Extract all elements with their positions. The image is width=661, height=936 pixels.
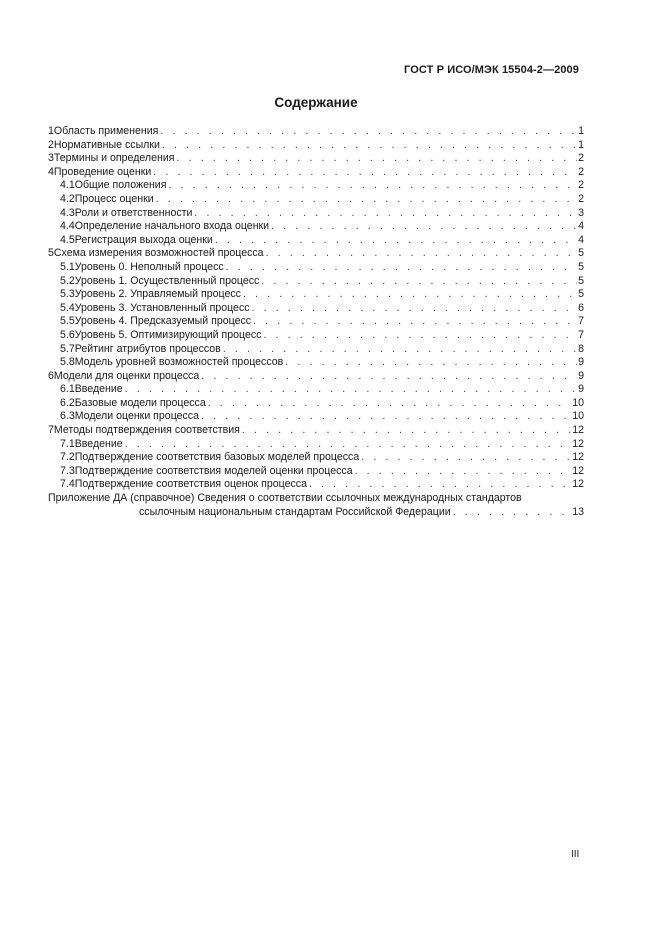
dot-leader (263, 329, 577, 343)
toc-entry[interactable] (48, 152, 584, 166)
page-number: III (571, 849, 580, 860)
toc-entry-number: 7.1 (60, 437, 75, 450)
appendix-title: Приложение ДА (справочное) Сведения о соответствии ссылочных международных стандартов (48, 492, 522, 505)
toc-entry-label: Уровень 0. Неполный процесс (74, 260, 224, 273)
toc-entry[interactable] (48, 275, 584, 289)
toc-entry-label: Введение (74, 383, 123, 396)
toc-entry-page: 12 (572, 437, 584, 450)
toc-entry-number: 7 (48, 424, 54, 437)
toc-entry-page: 9 (578, 369, 584, 382)
toc-entry-number: 4.1 (60, 179, 75, 192)
toc-entry-page: 2 (578, 152, 584, 165)
toc-entry[interactable] (48, 370, 584, 384)
document-id: ГОСТ Р ИСО/МЭК 15504-2—2009 (404, 64, 579, 76)
dot-leader (271, 220, 577, 234)
dot-leader (125, 438, 572, 452)
toc-entry[interactable] (48, 478, 584, 492)
toc-entry-page: 2 (578, 192, 584, 205)
dot-leader (253, 315, 577, 329)
toc-entry[interactable] (48, 302, 584, 316)
appendix-line2-label: ссылочным национальным стандартам Российской Федерации (139, 505, 451, 518)
dot-leader (243, 288, 577, 302)
toc-entry-label: Уровень 4. Предсказуемый процесс (74, 315, 252, 328)
toc-entry[interactable] (48, 329, 584, 343)
dot-leader (125, 383, 577, 397)
dot-leader (226, 261, 577, 275)
toc-entry-label: Общие положения (74, 179, 167, 192)
toc-entry-page: 10 (572, 410, 584, 423)
toc-entry-label: Регистрация выхода оценки (74, 233, 213, 246)
toc-entry-number: 4.3 (60, 206, 75, 219)
toc-entry-number: 6.2 (60, 396, 75, 409)
toc-entry[interactable] (48, 234, 584, 248)
toc-entry-number: 7.4 (60, 478, 75, 491)
toc-entry-number: 5.5 (60, 315, 75, 328)
toc-entry-label: Уровень 2. Управляемый процесс (74, 288, 241, 301)
dot-leader (361, 451, 571, 465)
toc-entry-number: 4.4 (60, 220, 75, 233)
toc-entry[interactable] (48, 424, 584, 438)
toc-entry-page: 12 (572, 464, 584, 477)
toc-entry-number: 5.1 (60, 260, 75, 273)
dot-leader (223, 343, 577, 357)
toc-entry-number: 6 (48, 369, 54, 382)
toc-entry-number: 2 (48, 138, 54, 151)
toc-entry-label: Рейтинг атрибутов процессов (74, 342, 221, 355)
toc-entry-number: 5.4 (60, 301, 75, 314)
toc-entry-label: Роли и ответственности (74, 206, 193, 219)
toc-entry[interactable] (48, 451, 584, 465)
toc-entry[interactable] (48, 343, 584, 357)
toc-entry-number: 5.7 (60, 342, 75, 355)
toc-entry-number: 4.2 (60, 192, 75, 205)
toc-entry-label: Схема измерения возможностей процесса (53, 247, 264, 260)
toc-entry[interactable] (48, 166, 584, 180)
dot-leader (177, 152, 577, 166)
toc-entry-number: 4 (48, 165, 54, 178)
toc-entry[interactable] (48, 220, 584, 234)
toc-entry-page: 4 (578, 220, 584, 233)
toc-entry-number: 6.1 (60, 383, 75, 396)
toc-entry-page: 10 (572, 396, 584, 409)
toc-entry-page: 5 (578, 247, 584, 260)
dot-leader (355, 465, 572, 479)
toc-entry-number: 4.5 (60, 233, 75, 246)
toc-entry-page: 4 (578, 233, 584, 246)
toc-entry[interactable] (48, 193, 584, 207)
toc-entry-number: 3 (48, 152, 54, 165)
toc-entry[interactable] (48, 139, 584, 153)
dot-leader (309, 478, 571, 492)
toc-entry-label: Подтверждение соответствия моделей оценки процесса (74, 464, 353, 477)
toc-entry[interactable] (48, 247, 584, 261)
toc-entry-page: 2 (578, 179, 584, 192)
toc-entry-page: 1 (578, 125, 584, 137)
dot-leader (261, 275, 577, 289)
toc-appendix-entry[interactable] (48, 492, 584, 519)
toc-title: Содержание (274, 95, 358, 110)
toc-entry-number: 5.6 (60, 328, 75, 341)
dot-leader (162, 139, 577, 153)
toc-entry-page: 8 (578, 342, 584, 355)
toc-entry[interactable] (48, 438, 584, 452)
toc-entry-number: 7.3 (60, 464, 75, 477)
toc-entry-label: Методы подтверждения соответствия (53, 424, 240, 437)
toc-entry-label: Подтверждение соответствия базовых моделей процесса (74, 451, 360, 464)
toc-entry-page: 5 (578, 274, 584, 287)
toc-entry-page: 12 (572, 451, 584, 464)
toc-entry-page: 7 (578, 328, 584, 341)
toc-entry-number: 5.3 (60, 288, 75, 301)
toc-entry-page: 9 (578, 356, 584, 369)
dot-leader (242, 424, 571, 438)
toc-entry-page: 12 (572, 424, 584, 437)
toc-entry[interactable] (48, 207, 584, 221)
toc-entry-label: Уровень 5. Оптимизирующий процесс (74, 328, 262, 341)
dot-leader (194, 207, 577, 221)
toc-entry-page: 3 (578, 206, 584, 219)
toc-entry-label: Уровень 3. Установленный процесс (74, 301, 250, 314)
dot-leader (153, 166, 577, 180)
dot-leader (208, 397, 571, 411)
toc-entry-label: Область применения (53, 125, 159, 137)
toc-entry-page: 7 (578, 315, 584, 328)
toc-entry-page: 5 (578, 260, 584, 273)
toc-entry-page: 5 (578, 288, 584, 301)
dot-leader (252, 302, 577, 316)
dot-leader (453, 506, 572, 520)
toc-entry-label: Нормативные ссылки (53, 138, 160, 151)
toc-entry-label: Базовые модели процесса (74, 396, 206, 409)
toc-entry[interactable] (48, 397, 584, 411)
toc-entry-label: Модели оценки процесса (74, 410, 200, 423)
toc-entry-page: 9 (578, 383, 584, 396)
toc-entry[interactable] (48, 288, 584, 302)
toc-entry-number: 5.2 (60, 274, 75, 287)
toc-entry[interactable] (48, 383, 584, 397)
toc-entry-label: Определение начального входа оценки (74, 220, 270, 233)
table-of-contents (48, 125, 584, 519)
toc-entry[interactable] (48, 125, 584, 139)
toc-entry[interactable] (48, 179, 584, 193)
toc-entry[interactable] (48, 356, 584, 370)
toc-entry[interactable] (48, 261, 584, 275)
toc-entry-page: 6 (578, 301, 584, 314)
dot-leader (156, 193, 577, 207)
dot-leader (201, 410, 571, 424)
dot-leader (168, 179, 577, 193)
dot-leader (215, 234, 577, 248)
toc-entry-label: Процесс оценки (74, 192, 154, 205)
appendix-page: 13 (572, 505, 584, 518)
toc-entry[interactable] (48, 410, 584, 424)
toc-entry-label: Проведение оценки (53, 165, 152, 178)
toc-entry-page: 2 (578, 165, 584, 178)
toc-entry-label: Введение (74, 437, 123, 450)
toc-entry-page: 12 (572, 478, 584, 491)
toc-entry[interactable] (48, 465, 584, 479)
toc-entry-number: 5.8 (60, 356, 75, 369)
toc-entry-label: Модели для оценки процесса (53, 369, 200, 382)
toc-entry-label: Модель уровней возможностей процессов (74, 356, 284, 369)
dot-leader (285, 356, 577, 370)
toc-entry-number: 1 (48, 125, 54, 137)
dot-leader (160, 125, 577, 139)
appendix-title-continued (48, 506, 584, 520)
toc-entry[interactable] (48, 315, 584, 329)
toc-entry-label: Уровень 1. Осуществленный процесс (74, 274, 260, 287)
toc-entry-number: 5 (48, 247, 54, 260)
toc-entry-label: Подтверждение соответствия оценок процесса (74, 478, 307, 491)
toc-entry-label: Термины и определения (53, 152, 175, 165)
toc-entry-number: 6.3 (60, 410, 75, 423)
dot-leader (201, 370, 577, 384)
dot-leader (266, 247, 577, 261)
toc-entry-page: 1 (578, 138, 584, 151)
toc-entries (48, 125, 584, 492)
toc-entry-number: 7.2 (60, 451, 75, 464)
